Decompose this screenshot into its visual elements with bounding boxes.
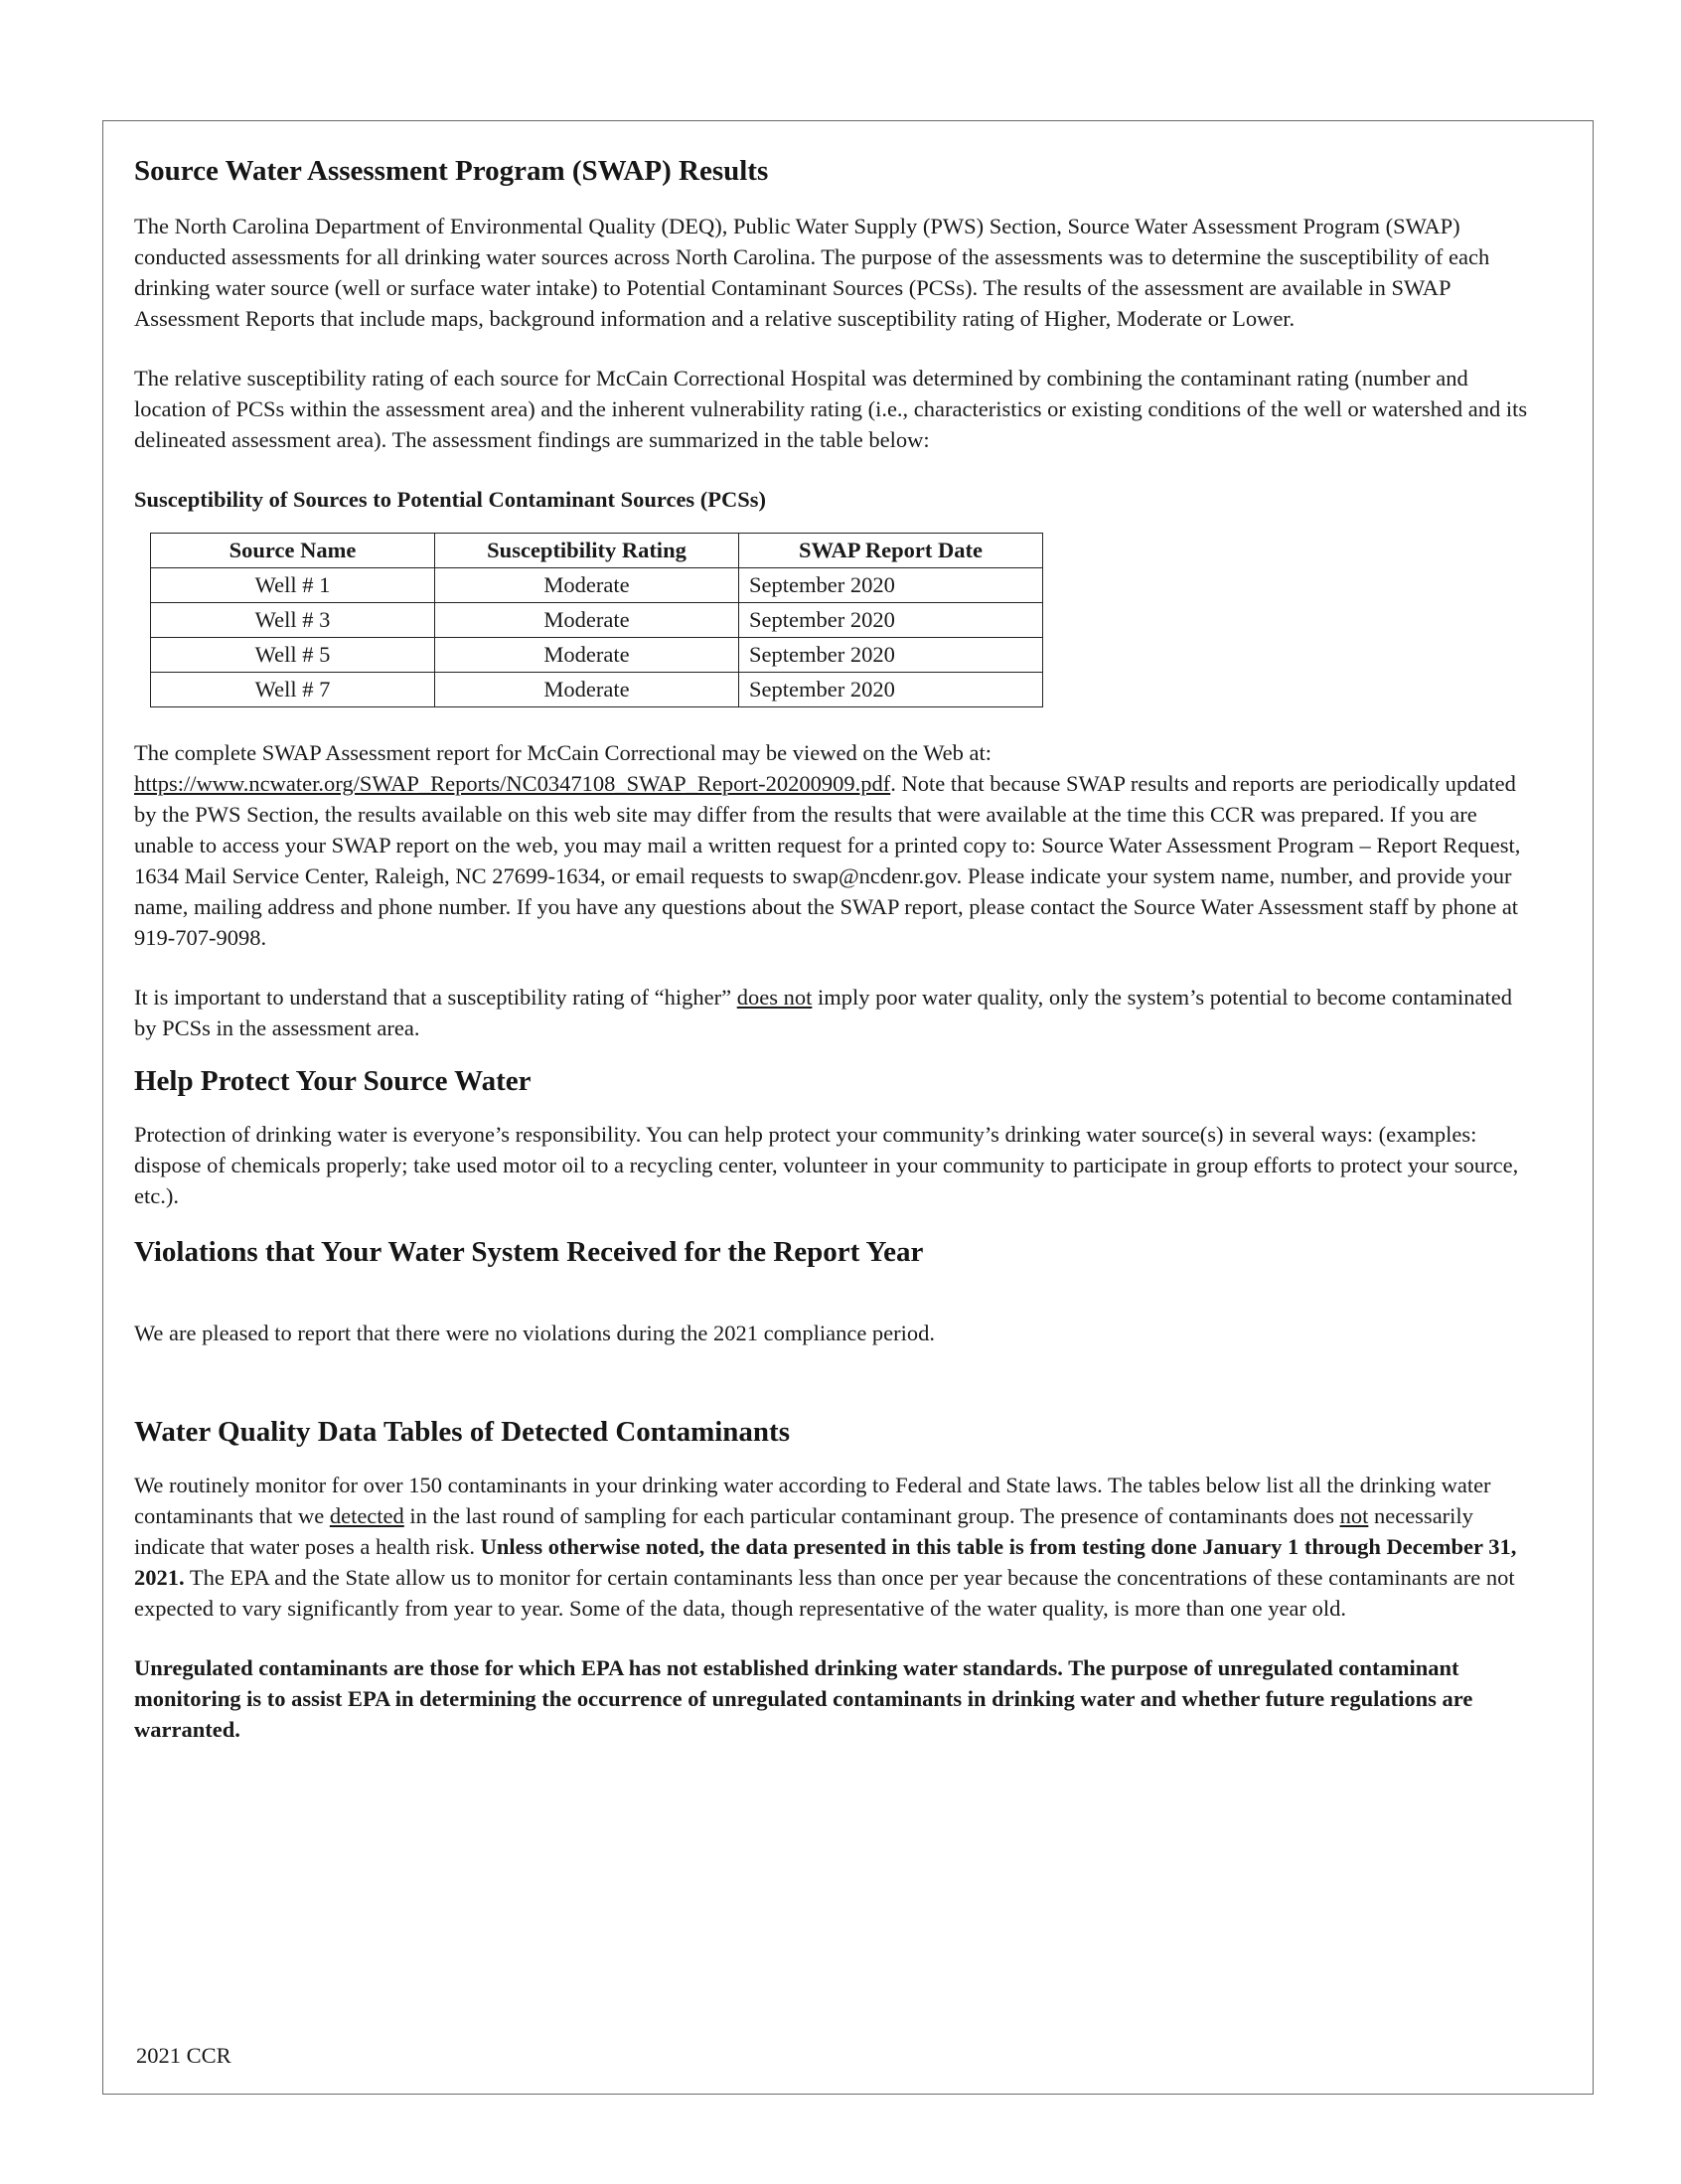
swap-note-emphasis: does not xyxy=(736,985,813,1010)
quality-text-c: necessarily indicate that water poses a health risk. xyxy=(134,1503,1473,1559)
swap-note-text: It is important to understand that a susceptibility rating of “higher” xyxy=(134,985,737,1010)
table-row xyxy=(151,568,1043,603)
protect-paragraph: Protection of drinking water is everyone’s responsibility. You can help protect your community’s drinking water source(s) in several ways: (examples: dispose of chemicals properly; take used motor oil to a recycling center, volunteer in your community to participate in group efforts to protect your source, etc.). xyxy=(134,1122,1519,1208)
source-name-cell: Well # 3 xyxy=(151,603,435,638)
violations-paragraph: We are pleased to report that there were no violations during the 2021 compliance period. xyxy=(134,1321,936,1345)
protect-title: Help Protect Your Source Water xyxy=(134,1065,532,1097)
quality-emphasis-not: not xyxy=(1339,1503,1369,1528)
susceptibility-table-title: Susceptibility of Sources to Potential Contaminant Sources (PCSs) xyxy=(134,487,767,512)
swap-report-link[interactable]: https://www.ncwater.org/SWAP_Reports/NC0347108_SWAP_Report-20200909.pdf xyxy=(134,771,891,796)
swap-report-details: . Note that because SWAP results and reports are periodically updated by the PWS Section, the results available on this web site may differ from the results that were available at the time this CCR was prepared. If you are unable to access your SWAP report on the web, you may mail a written request for a printed copy to: Source Water Assessment Program – Report Request, 1634 Mail Service Center, Raleigh, NC 27699-1634, or email requests to swap@ncdenr.gov. Please indicate your system name, number, and provide your name, mailing address and phone number. If you have any questions about the SWAP report, please contact the Source Water Assessment staff by phone at 919-707-9098. xyxy=(134,771,1521,950)
swap-report-intro: The complete SWAP Assessment report for McCain Correctional may be viewed on the Web at: xyxy=(134,740,992,765)
susceptibility-cell: Moderate xyxy=(435,638,739,673)
table-row xyxy=(151,603,1043,638)
footer-label: 2021 CCR xyxy=(136,2043,231,2068)
swap-paragraph-4 xyxy=(134,982,1530,1043)
page-content xyxy=(134,149,1530,1745)
quality-title: Water Quality Data Tables of Detected Contaminants xyxy=(134,1416,791,1448)
report-date-cell: September 2020 xyxy=(739,673,1043,707)
swap-title: Source Water Assessment Program (SWAP) Results xyxy=(134,155,769,187)
source-name-cell: Well # 5 xyxy=(151,638,435,673)
table-row xyxy=(151,673,1043,707)
susceptibility-table xyxy=(150,533,1043,707)
source-name-cell: Well # 7 xyxy=(151,673,435,707)
source-name-cell: Well # 1 xyxy=(151,568,435,603)
susceptibility-cell: Moderate xyxy=(435,673,739,707)
swap-paragraph-2: The relative susceptibility rating of each source for McCain Correctional Hospital was determined by combining the contaminant rating (number and location of PCSs within the assessment area) and the inherent vulnerability rating (i.e., characteristics or existing conditions of the well or watershed and its delineated assessment area). The assessment findings are summarized in the table below: xyxy=(134,366,1528,452)
swap-paragraph-3 xyxy=(134,737,1530,953)
quality-bold-note: Unless otherwise noted, the data presented in this table is from testing done January 1 through December 31, 2021. xyxy=(134,1534,1517,1590)
quality-emphasis-detected: detected xyxy=(329,1503,404,1528)
susceptibility-cell: Moderate xyxy=(435,603,739,638)
unregulated-paragraph: Unregulated contaminants are those for which EPA has not established drinking water standards. The purpose of unregulated contaminant monitoring is to assist EPA in determining the occurrence of unregulated contaminants in drinking water and whether future regulations are warranted. xyxy=(134,1655,1473,1742)
table-row xyxy=(151,638,1043,673)
report-date-cell: September 2020 xyxy=(739,568,1043,603)
quality-text-a: We routinely monitor for over 150 contaminants in your drinking water according to Federal and State laws. The tables below list all the drinking water contaminants that we xyxy=(134,1473,1491,1528)
quality-text-d: The EPA and the State allow us to monitor for certain contaminants less than once per year because the concentrations of these contaminants are not expected to vary significantly from year to year. Some of the data, though representative of the water quality, is more than one year old. xyxy=(134,1565,1515,1621)
violations-title: Violations that Your Water System Received for the Report Year xyxy=(134,1236,924,1268)
column-header-susceptibility-rating: Susceptibility Rating xyxy=(435,534,739,568)
column-header-swap-report-date: SWAP Report Date xyxy=(739,534,1043,568)
quality-paragraph-1 xyxy=(134,1470,1530,1624)
table-header-row xyxy=(151,534,1043,568)
susceptibility-cell: Moderate xyxy=(435,568,739,603)
swap-note-text-end: imply poor water quality, only the system’s potential to become contaminated by PCSs in the assessment area. xyxy=(134,985,1512,1040)
swap-paragraph-1: The North Carolina Department of Environmental Quality (DEQ), Public Water Supply (PWS) Section, Source Water Assessment Program (SWAP) conducted assessments for all drinking water sources across North Carolina. The purpose of the assessments was to determine the susceptibility of each drinking water source (well or surface water intake) to Potential Contaminant Sources (PCSs). The results of the assessment are available in SWAP Assessment Reports that include maps, background information and a relative susceptibility rating of Higher, Moderate or Lower. xyxy=(134,214,1490,331)
report-date-cell: September 2020 xyxy=(739,603,1043,638)
column-header-source-name: Source Name xyxy=(151,534,435,568)
report-date-cell: September 2020 xyxy=(739,638,1043,673)
quality-text-b: in the last round of sampling for each particular contaminant group. The presence of contaminants does xyxy=(403,1503,1340,1528)
